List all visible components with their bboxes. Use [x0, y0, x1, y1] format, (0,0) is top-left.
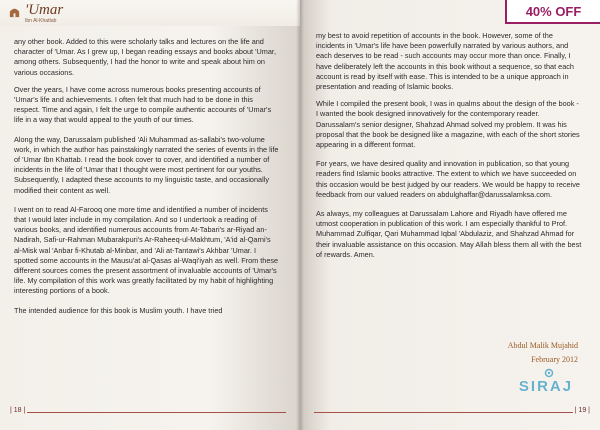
paragraph: The intended audience for this book is Muslim youth. I have tried [14, 305, 223, 315]
signature-date: February 2012 [531, 355, 578, 364]
logo-title: 'Umar [25, 2, 64, 18]
book-gutter [296, 0, 304, 430]
mosque-icon [8, 5, 21, 18]
watermark-logo-icon [544, 368, 554, 378]
right-page-text [316, 31, 582, 269]
paragraph: For years, we have desired quality and innovation in publication, so that young readers find Islamic books attractive. The extent to which we have succeeded on this occasion would be best judged by our readers. We would be happy to receive feedback from our valued readers on abdulghaffar@darussalamksa.com. [316, 159, 580, 199]
footer-divider [24, 412, 286, 413]
paragraph: my best to avoid repetition of accounts in the book. However, some of the incidents in 'Umar's life have been powerfully narrated by various authors, and each deserves to be read - such accounts may occur more than once. Finally, I have deliberately left the accounts in this book without a sequence, so that each account is read by itself with ease. This is intended to be a unique approach in presentation and reading of Islamic books. [316, 31, 574, 92]
paragraph: As always, my colleagues at Darussalam Lahore and Riyadh have offered me utmost cooperation in publication of this work. I am especially thankful to Prof. Muhammad Zulfiqar, Qari Muhammad Iqbal 'Abdulaziz, and Shahzad Ahmad for their invaluable assistance on this occasion. May Allah bless them all with the best of rewards. Amen. [316, 209, 582, 259]
logo-subtitle: Ibn Al-Khattab [25, 18, 57, 24]
page-number: | 18 | [10, 407, 26, 414]
page-number: | 19 | [574, 407, 590, 414]
paragraph: I went on to read Al-Farooq one more time and identified a number of incidents that I would later include in my compilation. And so I undertook a reading of various books, and identified numerous accounts from At-Tabari's ar-Riyad an-Nadirah, Safi-ur-Rahman Mubarakpuri's Ar-Raheeq-ul-Makhtum, 'A'id al-Qarni's al-Misk wal 'Anbar fi-Khutab al-Minbar, and 'Ali at-Tantawi's Akhbar 'Umar. I spotted some accounts in the Mausu'at al-Qasas al-Waqi'iyah as well. From these different sources comes the present assortment of invaluable accounts of 'Umar's life. My compilation of this work was greatly facilitated by my habit of highlighting interesting portions of a book. [14, 204, 279, 296]
paragraph: any other book. Added to this were scholarly talks and lectures on the life and character of 'Umar. As I grew up, I began reading essays and books about 'Umar, among others. Subsequently, I had the honor to write and speak about him on various occasions. [14, 37, 276, 77]
footer-divider [314, 412, 586, 413]
discount-badge: 40% OFF [505, 0, 600, 24]
store-watermark [506, 378, 586, 395]
watermark-text: SIRAJ [518, 378, 574, 395]
book-logo [8, 2, 63, 24]
right-page [300, 0, 600, 430]
paragraph: Along the way, Darussalam published 'Ali Muhammad as-sallabi's two-volume work, in which the author has painstakingly narrated the series of events in the life of 'Umar Ibn Khattab. I read the book cover to cover, and identified a number of incidents in the life of 'Umar that I thought were most pertinent for our youths. Subsequently, I adapted these accounts to my linguistic taste, and occasionally modified their content as well. [14, 134, 279, 195]
paragraph: Over the years, I have come across numerous books presenting accounts of 'Umar's life and achievements. I often felt that much had to be done in this respect. Time and again, I felt the urge to compile authentic accounts of 'Umar's life in a way that would appeal to the youth of our times. [14, 84, 272, 125]
paragraph: While I compiled the present book, I was in qualms about the design of the book - I wanted the book designed innovatively for the contemporary reader. Darussalam's senior designer, Shahzad Ahmad solved my problem. It was his proposal that the book be designed like a magazine, with each of the short stories appearing in a different format. [316, 99, 580, 150]
signature-name: Abdul Malik Mujahid [507, 341, 578, 350]
header-band [0, 0, 300, 26]
left-page-text [14, 37, 280, 325]
